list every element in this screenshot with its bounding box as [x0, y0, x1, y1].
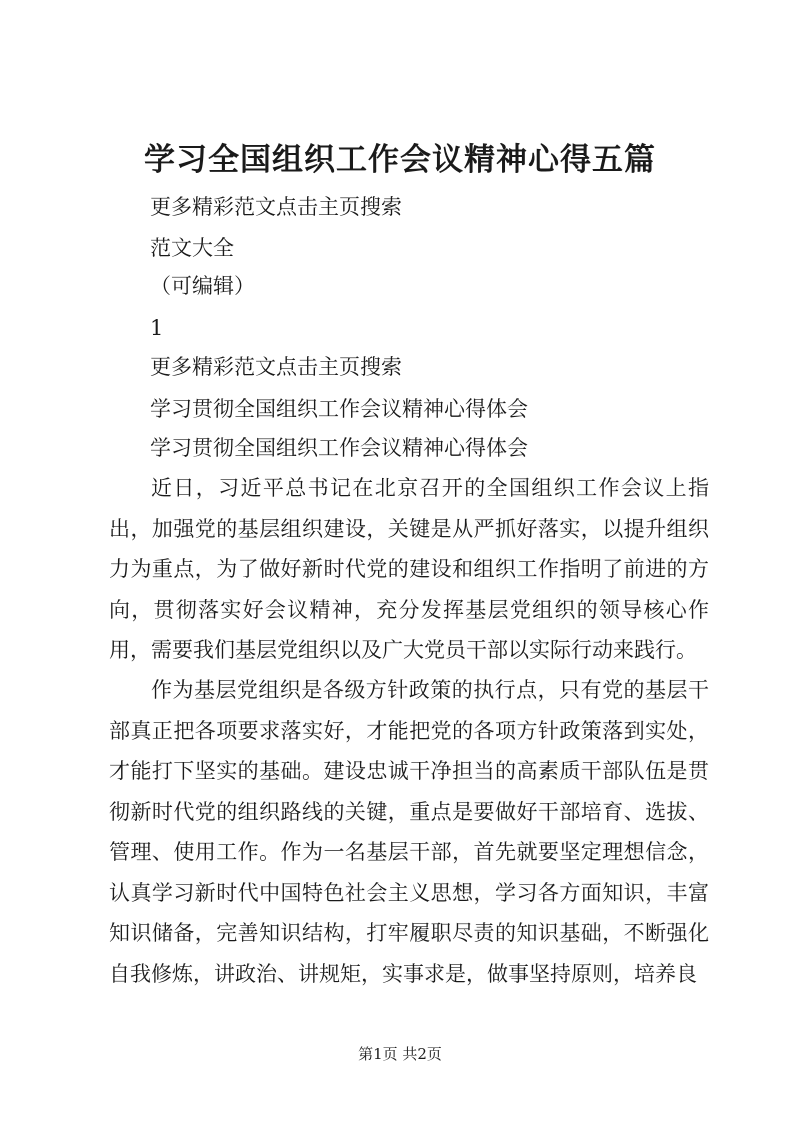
section-heading: 学习贯彻全国组织工作会议精神心得体会: [150, 397, 528, 421]
document-title: 学习全国组织工作会议精神心得五篇: [144, 142, 656, 178]
header-line-more-link: 更多精彩范文点击主页搜索: [150, 195, 402, 219]
page-footer: 第1页 共2页: [358, 1045, 442, 1063]
header-line-number: 1: [150, 316, 164, 340]
header-line-editable: （可编辑）: [150, 274, 255, 298]
paragraph-2: 作为基层党组织是各级方针政策的执行点，只有党的基层干部真正把各项要求落实好，才能把党的各项方针政策落到实处，才能打下坚实的基础。建设忠诚干净担当的高素质干部队伍是贯彻新时代党的组织路线的关键，重点是要做好干部培育、选拔、管理、使用工作。作为一名基层干部，首先就要坚定理想信念，认真学习新时代中国特色社会主义思想，学习各方面知识，丰富知识储备，完善知识结构，打牢履职尽责的知识基础，不断强化自我修炼，讲政治、讲规矩，实事求是，做事坚持原则，培养良: [109, 678, 709, 986]
paragraph-1: 近日，习近平总书记在北京召开的全国组织工作会议上指出，加强党的基层组织建设，关键是从严抓好落实，以提升组织力为重点，为了做好新时代党的建设和组织工作指明了前进的方向，贯彻落实好会议精神，充分发挥基层党组织的领导核心作用，需要我们基层党组织以及广大党员干部以实际行动来践行。: [109, 476, 709, 662]
header-line-collection: 范文大全: [150, 236, 234, 260]
section-heading-repeat: 学习贯彻全国组织工作会议精神心得体会: [150, 436, 528, 460]
header-line-more-link-2: 更多精彩范文点击主页搜索: [150, 355, 402, 379]
